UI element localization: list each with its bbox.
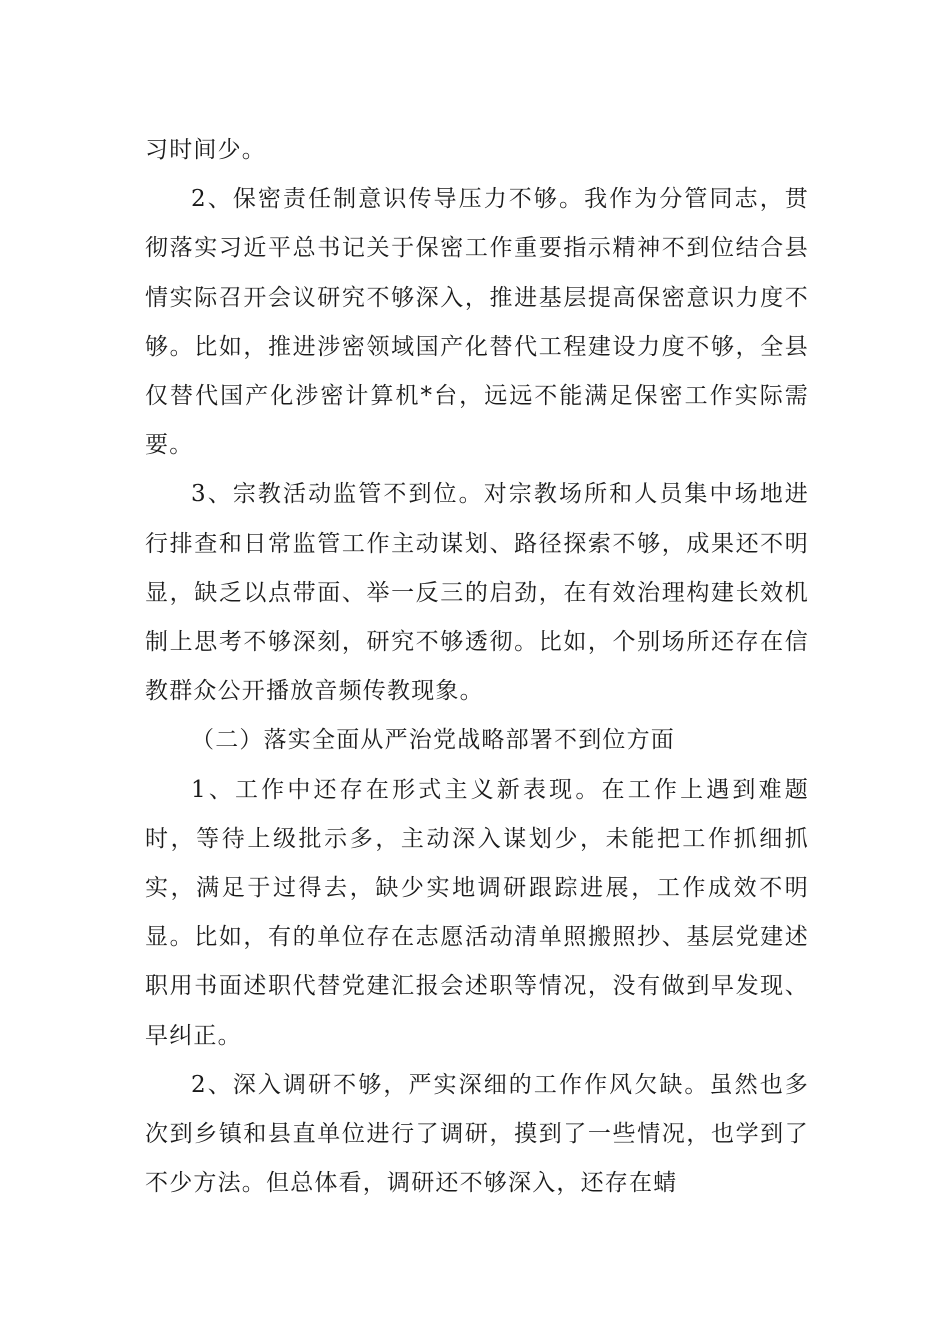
paragraph-item-2-research: 2、深入调研不够，严实深细的工作作风欠缺。虽然也多次到乡镇和县直单位进行了调研，摸到了一些情况，也学到了不少方法。但总体看，调研还不够深入，还存在蜻 [145, 1071, 809, 1197]
document-page [145, 126, 809, 1208]
section-heading-2: （二）落实全面从严治党战略部署不到位方面 [191, 727, 675, 754]
paragraph-item-1-formalism: 1、工作中还存在形式主义新表现。在工作上遇到难题时，等待上级批示多，主动深入谋划少，未能把工作抓细抓实，满足于过得去，缺少实地调研跟踪进展，工作成效不明显。比如，有的单位存在志愿活动清单照搬照抄、基层党建述职用书面述职代替党建汇报会述职等情况，没有做到早发现、早纠正。 [145, 776, 809, 1049]
paragraph-item-3-religion: 3、宗教活动监管不到位。对宗教场所和人员集中场地进行排查和日常监管工作主动谋划、路径探索不够，成果还不明显，缺乏以点带面、举一反三的启劲，在有效治理构建长效机制上思考不够深刻，研究不够透彻。比如，个别场所还存在信教群众公开播放音频传教现象。 [145, 481, 809, 705]
paragraph-item-2-confidentiality: 2、保密责任制意识传导压力不够。我作为分管同志，贯彻落实习近平总书记关于保密工作重要指示精神不到位结合县情实际召开会议研究不够深入，推进基层提高保密意识力度不够。比如，推进涉密领域国产化替代工程建设力度不够，全县仅替代国产化涉密计算机*台，远远不能满足保密工作实际需要。 [145, 186, 809, 459]
paragraph-continuation: 习时间少。 [145, 137, 266, 163]
